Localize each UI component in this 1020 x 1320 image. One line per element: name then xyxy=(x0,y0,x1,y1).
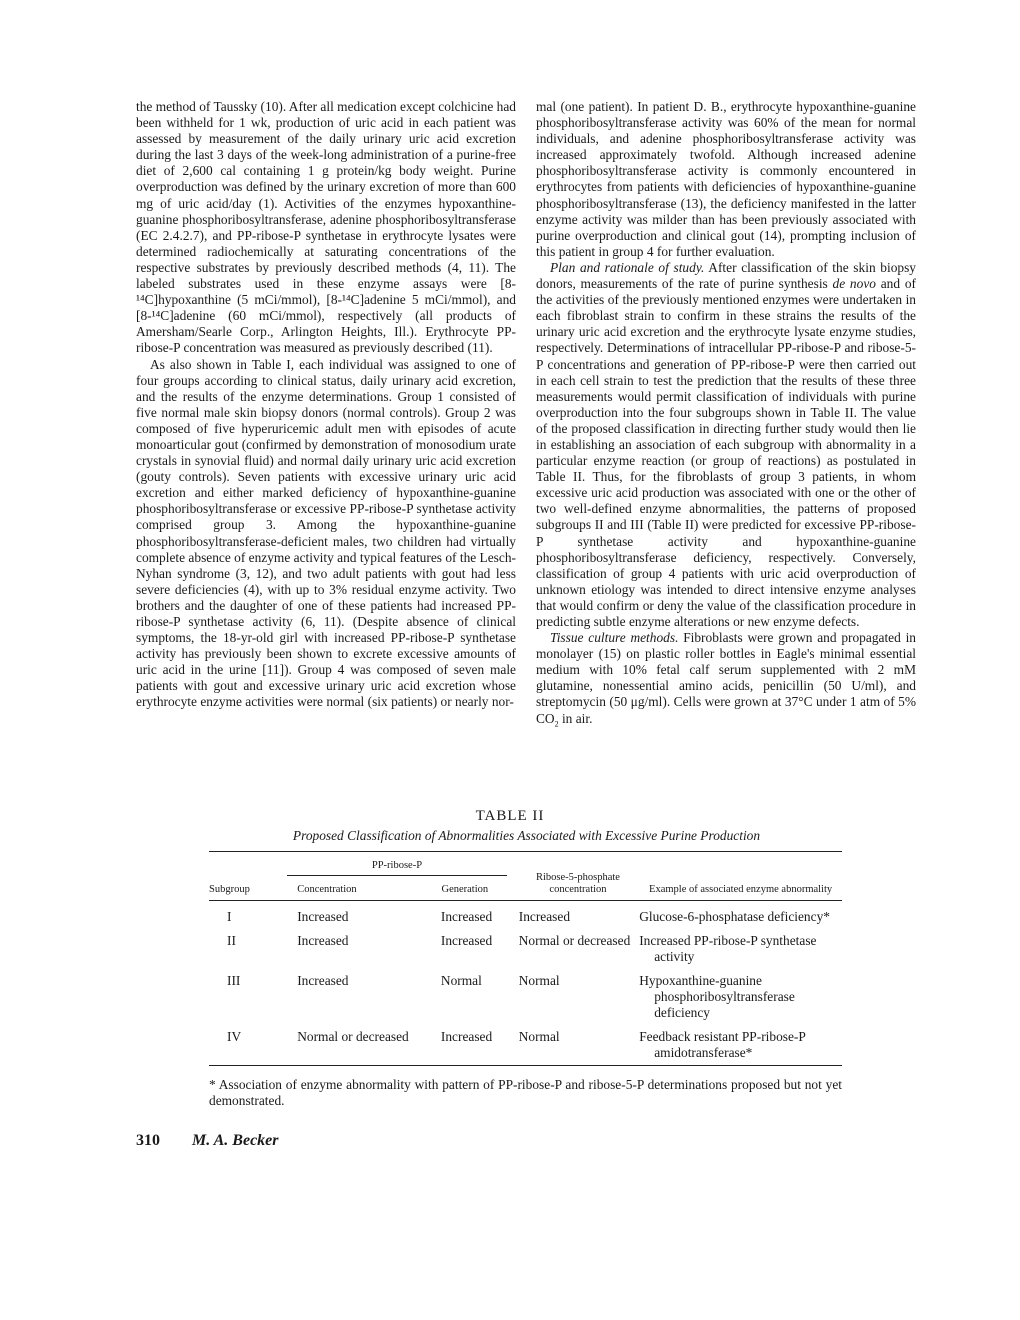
cell-ribose xyxy=(517,1021,639,1066)
cell-ribose-text: Increased xyxy=(518,909,571,924)
cell-ribose-text: Normal xyxy=(518,1029,560,1044)
table-caption: Proposed Classification of Abnormalities Associated with Excessive Purine Production xyxy=(292,828,761,843)
cell-concentration-text: Increased xyxy=(297,909,349,924)
cell-example-text: Hypoxanthine-guanine phosphoribosyltransferase deficiency xyxy=(639,973,795,1020)
co2-subscript: 2 xyxy=(554,719,559,729)
cell-example xyxy=(639,925,842,965)
table-row xyxy=(209,925,842,965)
cell-concentration xyxy=(287,925,413,965)
author-name: M. A. Becker xyxy=(192,1132,279,1149)
cell-ribose xyxy=(517,965,639,1021)
cell-concentration-text: Normal or decreased xyxy=(297,1029,409,1044)
cell-concentration xyxy=(287,1021,413,1066)
classification-table xyxy=(209,851,842,1066)
plan-heading: Plan and rationale of study. xyxy=(550,259,705,275)
cell-generation-text: Increased xyxy=(440,933,493,948)
cell-generation-text: Normal xyxy=(440,973,482,988)
tissue-text-a: Fibroblasts were grown and propagated in monolayer (15) on plastic roller bottles in Eagle's minimal essential medium with 10% fetal calf serum supplemented with 2 mM glutamine, nonessential amino acids, penicillin (50 U/ml), and streptomycin (50 μg/ml). Cells were grown at 37°C under 1 atm of 5% CO xyxy=(536,630,916,726)
cell-generation-text: Increased xyxy=(440,1029,493,1044)
right-column xyxy=(536,99,916,727)
page-number: 310 xyxy=(136,1132,160,1149)
header-generation: Generation xyxy=(441,884,489,895)
tissue-text-b: in air. xyxy=(558,710,593,726)
plan-text-b: and of the activities of the previously mentioned enzymes were undertaken in each fibroblast strain to confirm in these strains the results of the urinary uric acid excretion and the erythrocyte lysate enzyme studies, respectively. Determinations of intracellular PP-ribose-P and ribose-5-P concentrations and generation of PP-ribose-P were then carried out in each cell strain to test the prediction that the results of these three measurements would permit classification of individuals with purine overproduction into the four subgroups shown in Table II. The value of the proposed classification in directing further study would then lie in establishing an association of each subgroup with abnormality in a particular enzyme reaction (or group of reactions) as postulated in Table II. Thus, for the fibroblasts of group 3 patients, in whom excessive uric acid production was associated with one or the other of two well-defined enzyme abnormalities, the patterns of proposed subgroups II and III (Table II) were predicted for excessive PP-ribose-P synthetase activity and hypoxanthine-guanine phosphoribosyltransferase deficiency, respectively. Conversely, classification of group 4 patients with uric acid overproduction of unknown etiology was intended to direct intensive enzyme analyses that would confirm or deny the value of the classification procedure in predicting subtle enzyme alterations or new enzyme defects. xyxy=(536,276,916,629)
cell-subgroup-text: I xyxy=(227,909,232,924)
page-footer xyxy=(136,1132,279,1150)
cell-example xyxy=(639,1021,842,1066)
cell-example-text: Feedback resistant PP-ribose-P amidotransferase* xyxy=(639,1029,806,1060)
left-column xyxy=(136,99,516,711)
cell-generation xyxy=(413,965,517,1021)
cell-generation xyxy=(413,925,517,965)
cell-example-text: Increased PP-ribose-P synthetase activity xyxy=(639,933,817,964)
table-row xyxy=(209,965,842,1021)
table-footnote: * Association of enzyme abnormality with pattern of PP-ribose-P and ribose-5-P determinations proposed but not yet demonstrated. xyxy=(209,1077,842,1109)
cell-subgroup xyxy=(209,1021,287,1066)
header-ribose: Ribose-5-phosphate concentration xyxy=(517,852,639,901)
cell-subgroup-text: II xyxy=(227,933,236,948)
table-row xyxy=(209,901,842,926)
cell-generation-text: Increased xyxy=(440,909,493,924)
cell-concentration-text: Increased xyxy=(297,973,349,988)
cell-generation xyxy=(413,1021,517,1066)
cell-concentration xyxy=(287,965,413,1021)
cell-ribose xyxy=(517,901,639,926)
header-example: Example of associated enzyme abnormality xyxy=(639,852,842,901)
cell-ribose-text: Normal xyxy=(518,973,560,988)
table-title: TABLE II xyxy=(475,808,545,824)
cell-subgroup xyxy=(209,965,287,1021)
header-concentration: Concentration xyxy=(297,884,357,895)
header-subgroup: Subgroup xyxy=(209,852,287,901)
cell-ribose xyxy=(517,925,639,965)
cell-ribose-text: Normal or decreased xyxy=(518,933,631,948)
header-pp-ribose-p-label: PP-ribose-P xyxy=(287,860,507,876)
tissue-heading: Tissue culture methods. xyxy=(550,630,679,646)
cell-subgroup xyxy=(209,901,287,926)
cell-example xyxy=(639,901,842,926)
header-pp-ribose-p xyxy=(287,852,517,879)
cell-subgroup xyxy=(209,925,287,965)
plan-text-italic: de novo xyxy=(832,276,876,292)
left-paragraph-1: the method of Taussky (10). After all medication except colchicine had been withheld for 1 wk, production of uric acid in each patient was assessed by measurement of the daily urinary uric acid excretion during the last 3 days of the week-long administration of a purine-free diet of 2,600 cal containing 1 g protein/kg body weight. Purine overproduction was defined by the urinary excretion of more than 600 mg of uric acid/day (1). Activities of the enzymes hypoxanthine-guanine phosphoribosyltransferase, adenine phosphoribosyltransferase (EC 2.4.2.7), and PP-ribose-P synthetase in erythrocyte lysates were determined radiochemically at saturating concentrations of the respective substrates by previously described methods (4, 11). The labeled substrates used in these enzyme assays were [8-¹⁴C]hypoxanthine (5 mCi/mmol), [8-¹⁴C]adenine 5 mCi/mmol), and [8-¹⁴C]adenine (60 mCi/mmol), respectively (all products of Amersham/Searle Corp., Arlington Heights, Ill.). Erythrocyte PP-ribose-P concentration was measured as previously described (11). xyxy=(136,99,516,356)
left-paragraph-2: As also shown in Table I, each individual was assigned to one of four groups according to clinical status, daily urinary acid excretion, and the results of the enzyme determinations. Group 1 consisted of five normal male skin biopsy donors (normal controls). Group 2 was composed of five hyperuricemic adult men with episodes of acute monoarticular gout (confirmed by demonstration of monosodium urate crystals in synovial fluid) and normal daily urinary uric acid excretion (gouty controls). Seven patients with excessive urinary uric acid excretion and either marked deficiency of hypoxanthine-guanine phosphoribosyltransferase or excessive PP-ribose-P synthetase activity comprised group 3. Among the hypoxanthine-guanine phosphoribosyltransferase-deficient males, two children had virtually complete absence of enzyme activity and typical features of the Lesch-Nyhan syndrome (3, 12), and two adult patients with gout had less severe deficiencies (4), with up to 3% residual enzyme activity. Two brothers and the daughter of one of these patients had increased PP-ribose-P synthetase activity (6, 11). (Despite absence of clinical symptoms, the 18-yr-old girl with increased PP-ribose-P synthetase activity has previously been shown to excrete excessive amounts of uric acid in the urine [11]). Group 4 was composed of seven male patients with gout and excessive urinary uric acid excretion whose erythrocyte enzyme activities were normal (six patients) or nearly nor- xyxy=(136,356,516,710)
cell-concentration-text: Increased xyxy=(297,933,349,948)
right-paragraph-2 xyxy=(536,260,916,630)
cell-example xyxy=(639,965,842,1021)
cell-subgroup-text: III xyxy=(227,973,241,988)
cell-example-text: Glucose-6-phosphatase deficiency* xyxy=(639,909,830,924)
cell-subgroup-text: IV xyxy=(227,1029,242,1044)
plan-text-a: After classification of the skin biopsy donors, measurements of the rate of purine synthesis xyxy=(536,259,916,292)
right-paragraph-1: mal (one patient). In patient D. B., erythrocyte hypoxanthine-guanine phosphoribosyltransferase activity was 60% of the mean for normal individuals, and adenine phosphoribosyltransferase activity was increased approximately twofold. Although increased adenine phosphoribosyltransferase activity is commonly encountered in erythrocytes from patients with deficiencies of hypoxanthine-guanine phosphoribosyltransferase (13), the deficiency manifested in the latter enzyme activity was milder than has been previously associated with purine overproduction and clinical gout (14), prompting inclusion of this patient in group 4 for further evaluation. xyxy=(536,99,916,259)
cell-concentration xyxy=(287,901,413,926)
cell-generation xyxy=(413,901,517,926)
table-row xyxy=(209,1021,842,1066)
right-paragraph-3 xyxy=(536,630,916,727)
